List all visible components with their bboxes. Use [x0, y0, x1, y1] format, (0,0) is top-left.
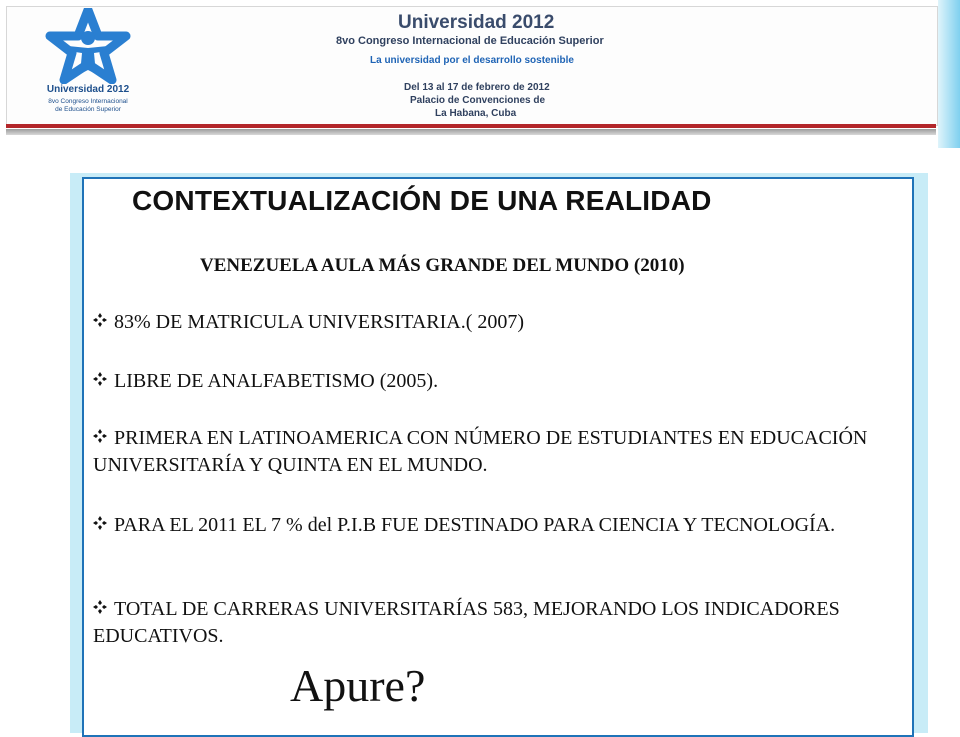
banner-congress: 8vo Congreso Internacional de Educación Superior [336, 35, 604, 47]
bullet-item [93, 368, 893, 395]
congress-logo [38, 8, 138, 120]
banner-blue-edge [938, 0, 960, 148]
bullet-text: TOTAL DE CARRERAS UNIVERSITARÍAS 583, MEJORANDO LOS INDICADORES EDUCATIVOS. [93, 598, 840, 647]
banner-city: La Habana, Cuba [435, 108, 517, 119]
bullet-text: LIBRE DE ANALFABETISMO (2005). [114, 370, 439, 392]
bullet-item [93, 596, 893, 650]
diamond-bullet-icon [93, 516, 107, 530]
bullet-text: 83% DE MATRICULA UNIVERSITARIA.( 2007) [114, 311, 525, 333]
bullet-text: PARA EL 2011 EL 7 % del P.I.B FUE DESTINADO PARA CIENCIA Y TECNOLOGÍA. [114, 514, 836, 536]
apure-question: Apure? [290, 660, 426, 711]
diamond-bullet-icon [93, 313, 107, 327]
banner-title: Universidad 2012 [398, 12, 555, 33]
diamond-bullet-icon [93, 429, 107, 443]
banner-gray-rule [6, 129, 936, 135]
slide-heading: CONTEXTUALIZACIÓN DE UNA REALIDAD [132, 185, 712, 216]
diamond-bullet-icon [93, 600, 107, 614]
logo-title: Universidad 2012 [46, 84, 130, 95]
bullet-text: PRIMERA EN LATINOAMERICA CON NÚMERO DE ESTUDIANTES EN EDUCACIÓN UNIVERSITARÍA Y QUINTA EN EL MUNDO. [93, 427, 868, 476]
slide-subheading: VENEZUELA AULA MÁS GRANDE DEL MUNDO (2010) [200, 255, 685, 276]
star-figure-icon [38, 8, 138, 84]
header-banner [0, 0, 960, 148]
diamond-bullet-icon [93, 372, 107, 386]
logo-subtitle: 8vo Congreso Internacional de Educación Superior [48, 98, 128, 113]
bullet-item [93, 512, 893, 539]
banner-tagline: La universidad por el desarrollo sostenible [370, 55, 574, 66]
bullet-item [93, 425, 893, 479]
bullet-item [93, 309, 893, 336]
banner-place: Palacio de Convenciones de [410, 95, 546, 106]
banner-date: Del 13 al 17 de febrero de 2012 [404, 82, 550, 93]
banner-red-rule [6, 124, 936, 128]
